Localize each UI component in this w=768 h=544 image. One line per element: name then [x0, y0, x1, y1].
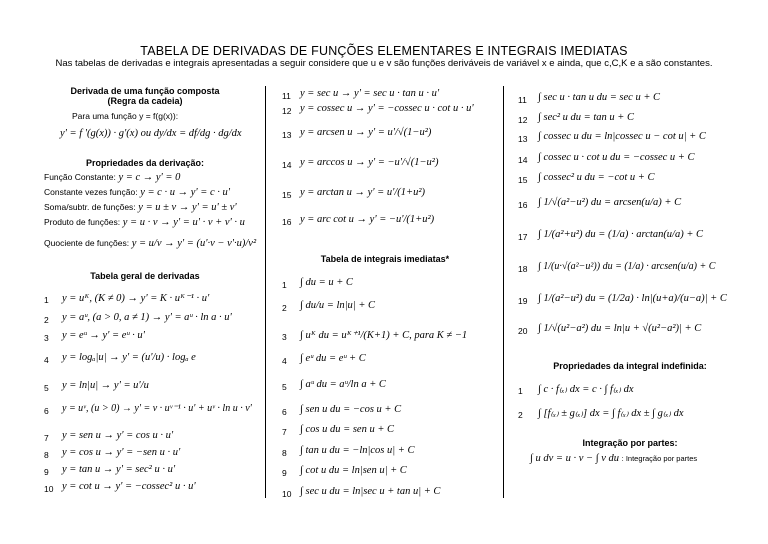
integral-row: ∫ aᵘ du = aᵘ/ln a + C: [300, 379, 386, 390]
page-subtitle: Nas tabelas de derivadas e integrais apresentadas a seguir considere que u e v são funções deriváveis de variável x e ainda, que c,C,K e a são constantes.: [55, 58, 713, 69]
row-number: 10: [282, 489, 292, 499]
integral-row: ∫ cos u du = sen u + C: [300, 424, 395, 435]
integral-row: ∫ cossec u · cot u du = −cossec u + C: [538, 152, 695, 163]
row-number: 4: [44, 355, 49, 365]
row-number: 16: [518, 200, 528, 210]
prop-row: Soma/subtr. de funções: y = u ± v → y' = u' ± v': [44, 202, 237, 213]
integral-row: ∫ 1/√(u²−a²) du = ln|u + √(u²−a²)| + C: [538, 323, 702, 334]
prop-row: Quociente de funções: y = u/v → y' = (u'·v − v'·u)/v²: [44, 238, 257, 249]
derivative-table-heading: Tabela geral de derivadas: [90, 271, 200, 281]
integral-row: ∫ 1/(a²+u²) du = (1/a) · arctan(u/a) + C: [538, 229, 704, 240]
prop-row: Constante vezes função: y = c · u → y' = c · u': [44, 187, 230, 198]
integral-row: ∫ sec² u du = tan u + C: [538, 112, 635, 123]
derivative-row: y = uᴷ, (K ≠ 0) → y' = K · uᴷ⁻¹ · u': [62, 293, 210, 304]
integral-row: ∫ cossec² u du = −cot u + C: [538, 172, 655, 183]
row-number: 5: [44, 383, 49, 393]
integral-row: ∫ eᵘ du = eᵘ + C: [300, 353, 366, 364]
derivative-row: y = eᵘ → y' = eᵘ · u': [62, 330, 145, 341]
derivative-row: y = cossec u → y' = −cossec u · cot u · u': [300, 103, 474, 114]
row-number: 20: [518, 326, 528, 336]
row-number: 11: [518, 95, 527, 105]
row-number: 2: [44, 315, 49, 325]
row-number: 13: [282, 130, 292, 140]
derivative-properties-heading: Propriedades da derivação:: [85, 158, 205, 168]
row-number: 1: [282, 280, 287, 290]
chain-rule-subheading: (Regra da cadeia): [107, 96, 183, 106]
integral-row: ∫ uᴷ du = uᴷ⁺¹/(K+1) + C, para K ≠ −1: [300, 330, 468, 341]
integral-row: ∫ 1/(a²−u²) du = (1/2a) · ln|(u+a)/(u−a)| + C: [538, 293, 727, 304]
row-number: 12: [282, 106, 292, 116]
integral-row: ∫ sec u · tan u du = sec u + C: [538, 92, 661, 103]
page-title: TABELA DE DERIVADAS DE FUNÇÕES ELEMENTARES E INTEGRAIS IMEDIATAS: [140, 44, 628, 58]
row-number: 7: [282, 427, 287, 437]
integral-row: ∫ sen u du = −cos u + C: [300, 404, 402, 415]
chain-rule-text: Para uma função y = f(g(x)):: [72, 111, 179, 121]
derivative-row: y = logₐ|u| → y' = (u'/u) · logₐ e: [62, 352, 196, 363]
row-number: 11: [282, 91, 291, 101]
row-number: 14: [282, 160, 292, 170]
derivative-row: y = arccos u → y' = −u'/√(1−u²): [300, 157, 439, 168]
derivative-row: y = ln|u| → y' = u'/u: [62, 380, 149, 391]
integration-by-parts-label: : Integração por partes: [621, 454, 698, 463]
integrals-table-heading: Tabela de integrais imediatas*: [320, 254, 450, 264]
row-number: 15: [282, 190, 292, 200]
row-number: 9: [44, 467, 49, 477]
derivative-row: y = arcsen u → y' = u'/√(1−u²): [300, 127, 432, 138]
derivative-row: y = uᵛ, (u > 0) → y' = v · uᵛ⁻¹ · u' + uᵛ · ln u · v': [62, 403, 252, 414]
row-number: 6: [44, 406, 49, 416]
integral-row: ∫ cossec u du = ln|cossec u − cot u| + C: [538, 131, 706, 142]
row-number: 2: [282, 303, 287, 313]
integral-property-row: ∫ [f₍ₓ₎ ± g₍ₓ₎] dx = ∫ f₍ₓ₎ dx ± ∫ g₍ₓ₎ dx: [538, 408, 684, 419]
row-number: 2: [518, 410, 523, 420]
row-number: 9: [282, 468, 287, 478]
chain-rule-formula: y' = f '(g(x)) · g'(x) ou dy/dx = df/dg · dg/dx: [60, 128, 242, 139]
integration-by-parts-heading: Integração por partes:: [582, 438, 678, 448]
row-number: 12: [518, 115, 528, 125]
row-number: 15: [518, 175, 528, 185]
integral-row: ∫ 1/(u·√(a²−u²)) du = (1/a) · arcsen(u/a) + C: [538, 261, 716, 272]
integral-row: ∫ du = u + C: [300, 277, 353, 288]
derivative-row: y = cot u → y' = −cossec² u · u': [62, 481, 196, 492]
integral-row: ∫ du/u = ln|u| + C: [300, 300, 376, 311]
derivative-row: y = aᵘ, (a > 0, a ≠ 1) → y' = aᵘ · ln a · u': [62, 312, 232, 323]
row-number: 1: [44, 295, 49, 305]
integral-properties-heading: Propriedades da integral indefinida:: [553, 361, 707, 371]
derivative-row: y = cos u → y' = −sen u · u': [62, 447, 181, 458]
row-number: 8: [44, 450, 49, 460]
derivative-row: y = sen u → y' = cos u · u': [62, 430, 174, 441]
row-number: 13: [518, 134, 528, 144]
row-number: 7: [44, 433, 49, 443]
row-number: 5: [282, 382, 287, 392]
derivative-row: y = sec u → y' = sec u · tan u · u': [300, 88, 440, 99]
row-number: 6: [282, 407, 287, 417]
row-number: 14: [518, 155, 528, 165]
column-divider-1: [265, 86, 266, 498]
prop-row: Função Constante: y = c → y' = 0: [44, 172, 181, 183]
chain-rule-heading: Derivada de uma função composta: [70, 86, 220, 96]
row-number: 18: [518, 264, 528, 274]
derivative-row: y = tan u → y' = sec² u · u': [62, 464, 176, 475]
prop-row: Produto de funções: y = u · v → y' = u' · v + v' · u: [44, 217, 245, 228]
derivative-row: y = arc cot u → y' = −u'/(1+u²): [300, 214, 435, 225]
integral-row: ∫ tan u du = −ln|cos u| + C: [300, 445, 415, 456]
row-number: 17: [518, 232, 528, 242]
row-number: 4: [282, 356, 287, 366]
row-number: 3: [44, 333, 49, 343]
integration-by-parts-row: [530, 453, 697, 464]
column-divider-2: [503, 86, 504, 498]
row-number: 19: [518, 296, 528, 306]
row-number: 1: [518, 386, 523, 396]
integration-by-parts-formula: ∫ u dv = u · v − ∫ v du: [530, 453, 620, 464]
integral-row: ∫ cot u du = ln|sen u| + C: [300, 465, 407, 476]
row-number: 10: [44, 484, 54, 494]
row-number: 16: [282, 217, 292, 227]
integral-property-row: ∫ c · f₍ₓ₎ dx = c · ∫ f₍ₓ₎ dx: [538, 384, 634, 395]
integral-row: ∫ 1/√(a²−u²) du = arcsen(u/a) + C: [538, 197, 682, 208]
row-number: 8: [282, 448, 287, 458]
integral-row: ∫ sec u du = ln|sec u + tan u| + C: [300, 486, 441, 497]
derivative-row: y = arctan u → y' = u'/(1+u²): [300, 187, 426, 198]
row-number: 3: [282, 332, 287, 342]
